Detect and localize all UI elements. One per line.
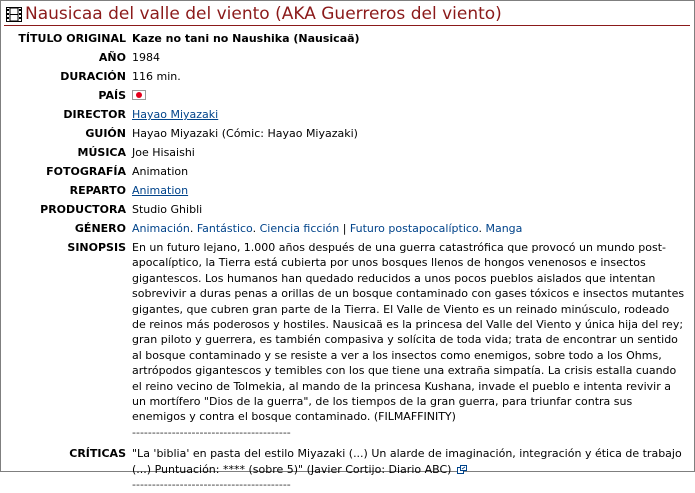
- value-titulo-original: [132, 31, 686, 50]
- genre-link[interactable]: Animación: [132, 222, 190, 235]
- value-productora: Studio Ghibli: [132, 203, 203, 216]
- label-musica: MÚSICA: [77, 146, 126, 159]
- value-duracion: 116 min.: [132, 70, 181, 83]
- row-fotografia: [9, 164, 686, 183]
- synopsis-text: En un futuro lejano, 1.000 años después de una guerra catastrófica que provocó un mundo post-apocalíptico, la Tierra está cubierta por unos bosques llenos de hongos venenosos e insectos gigantescos. Los humanos han quedado reducidos a unos pocos pueblos aislados que intentan sobrevivir a duras penas a orillas de un bosque contaminado con gases tóxicos e insectos mutantes gigantes, que cubren gran parte de la Tierra. El Valle de Viento es un reinado minúsculo, rodeado de reinos más poderosos y hostiles. Nausicaä es la princesa del Valle del Viento y única hija del rey; gran piloto y guerrera, es también compasiva y solícita de toda vida; trata de encontrar un sentido al bosque contaminado y se resiste a ver a los insectos como enemigos, sobre todo a los Ohms, artrópodos gigantescos y temibles con los que tiene una extraña simpatía. La crisis estalla cuando el reino vecino de Tolmekia, al mando de la princesa Kushana, invade el pueblo e intenta revivir a un mortífero "Dios de la guerra", de los tiempos de la gran guerra, para triunfar contra sus enemigos y contra el bosque contaminado. (FILMAFFINITY): [132, 241, 685, 424]
- row-productora: [9, 202, 686, 221]
- value-pais: [132, 88, 686, 107]
- label-criticas: CRÍTICAS: [69, 447, 126, 461]
- label-director: DIRECTOR: [63, 108, 126, 121]
- label-sinopsis: SINOPSIS: [67, 241, 126, 254]
- genre-link[interactable]: Futuro postapocalíptico: [349, 222, 479, 235]
- film-icon: [6, 7, 22, 22]
- reparto-link[interactable]: Animation: [132, 184, 189, 197]
- original-title: Kaze no tani no Naushika (Nausicaä): [132, 32, 360, 45]
- label-productora: PRODUCTORA: [40, 203, 126, 216]
- label-fotografia: FOTOGRAFÍA: [46, 165, 126, 178]
- genre-link[interactable]: Manga: [485, 222, 523, 235]
- genre-bar: |: [339, 222, 350, 235]
- row-anio: [9, 50, 686, 69]
- movie-info-table: [9, 31, 686, 493]
- value-sinopsis: [132, 240, 686, 440]
- row-director: [9, 107, 686, 126]
- genre-link[interactable]: Ciencia ficción: [259, 222, 340, 235]
- row-duracion: [9, 69, 686, 88]
- genre-link[interactable]: Fantástico: [196, 222, 253, 235]
- label-pais: PAÍS: [98, 89, 126, 102]
- label-genero: GÉNERO: [74, 222, 126, 235]
- page-title: Nausicaa del valle del viento (AKA Guerreros del viento): [25, 4, 502, 24]
- value-reparto: [132, 183, 686, 202]
- row-pais: [9, 88, 686, 107]
- flag-sun: [136, 92, 142, 98]
- separator-line: ----------------------------------------: [132, 425, 291, 439]
- label-guion: GUIÓN: [85, 127, 126, 140]
- label-duracion: DURACIÓN: [60, 70, 126, 83]
- value-fotografia: Animation: [132, 165, 189, 178]
- row-criticas: [9, 440, 686, 492]
- label-reparto: REPARTO: [69, 184, 126, 197]
- value-genero: [132, 221, 686, 240]
- value-musica: Joe Hisaishi: [132, 146, 195, 159]
- row-titulo-original: [9, 31, 686, 50]
- value-director: [132, 107, 686, 126]
- row-guion: [9, 126, 686, 145]
- value-guion: Hayao Miyazaki (Cómic: Hayao Miyazaki): [132, 127, 358, 140]
- director-link[interactable]: Hayao Miyazaki: [132, 108, 219, 121]
- genre-dot: .: [189, 222, 197, 235]
- value-anio: 1984: [132, 51, 160, 64]
- row-musica: [9, 145, 686, 164]
- genre-dot: .: [478, 222, 486, 235]
- separator-line: ----------------------------------------: [132, 478, 291, 492]
- critic-quote: "La 'biblia' en pasta del estilo Miyazaki (...) Un alarde de imaginación, integración y ética de trabajo (...) Puntuación: **** (sobre 5)" (Javier Cortijo: Diario ABC): [132, 447, 682, 476]
- label-titulo-original: TÍTULO ORIGINAL: [18, 32, 126, 45]
- label-anio: AÑO: [98, 51, 126, 64]
- row-genero: [9, 221, 686, 240]
- title-bar: [4, 3, 690, 26]
- genre-dot: .: [252, 222, 260, 235]
- japan-flag-icon: [132, 90, 146, 100]
- row-reparto: [9, 183, 686, 202]
- external-link-icon[interactable]: [457, 465, 467, 474]
- row-sinopsis: [9, 240, 686, 440]
- value-criticas: [132, 440, 686, 492]
